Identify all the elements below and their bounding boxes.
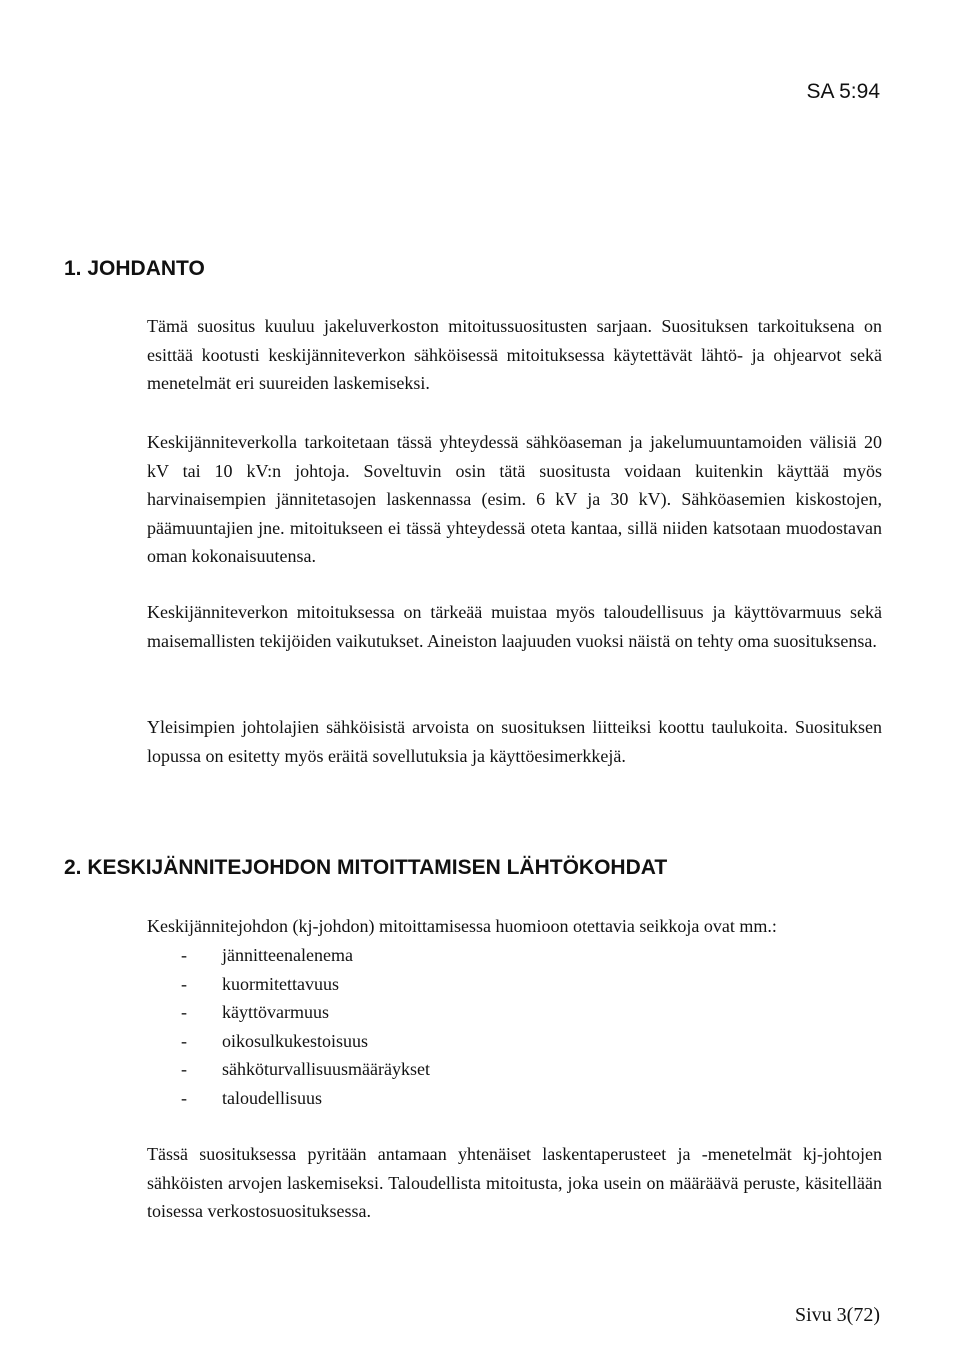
list-item-text: sähköturvallisuusmääräykset: [222, 1059, 430, 1079]
section-1-paragraph-4: Yleisimpien johtolajien sähköisistä arvoista on suosituksen liitteiksi koottu taulukoita. Suosituksen lopussa on esitetty myös eräitä sovellutuksia ja käyttöesimerkkejä.: [147, 717, 882, 766]
section-2-intro: Keskijännitejohdon (kj-johdon) mitoittamisessa huomioon otettavia seikkoja ovat mm.:: [147, 916, 777, 936]
bullet-dash: -: [181, 1059, 187, 1079]
bullet-dash: -: [181, 1087, 187, 1108]
section-2-closing: Tässä suosituksessa pyritään antamaan yhtenäiset laskentaperusteet ja -menetelmät kj-johtojen sähköisten arvojen laskemiseksi. Taloudellista mitoitusta, joka usein on määräävä peruste, käsitellään toisessa verkostosuosituksessa.: [147, 1144, 882, 1221]
list-item-text: oikosulkukestoisuus: [222, 1030, 369, 1051]
list-item: [147, 970, 430, 999]
section-1-paragraph-3: Keskijänniteverkon mitoituksessa on tärkeää muistaa myös taloudellisuus ja käyttövarmuus sekä maisemallisten tekijöiden vaikutukset. Aineiston laajuuden vuoksi näistä on tehty oma suosituksensa.: [147, 602, 882, 651]
list-item: [147, 1055, 430, 1084]
section-1-paragraph-2: Keskijänniteverkolla tarkoitetaan tässä yhteydessä sähköaseman ja jakelumuuntamoiden välisiä 20 kV tai 10 kV:n johtoja. Soveltuvin osin tätä suositusta voidaan kuitenkin käyttää myös harvinaisempien jännitetasojen laskennassa (esim. 6 kV ja 30 kV). Sähköasemien kiskostojen, päämuuntajien jne. mitoitukseen ei tässä yhteydessä oteta kantaa, sillä niiden katsotaan muodostavan oman kokonaisuutensa.: [147, 432, 882, 566]
section-1-paragraph-1: Tämä suositus kuuluu jakeluverkoston mitoitussuositusten sarjaan. Suosituksen tarkoituksena on esittää kootusti keskijänniteverkon sähköisessä mitoituksessa käytettävät lähtö- ja ohjearvot sekä menetelmät eri suureiden laskemiseksi.: [147, 316, 882, 393]
document-code: SA 5:94: [806, 80, 880, 103]
list-item: [147, 941, 430, 970]
bullet-dash: -: [181, 1002, 187, 1022]
considerations-list: [147, 941, 430, 1112]
list-item: [147, 1084, 430, 1113]
section-1-title: 1. JOHDANTO: [64, 257, 205, 280]
list-item: [147, 1027, 430, 1056]
bullet-dash: -: [181, 973, 187, 994]
list-item-text: käyttövarmuus: [222, 1002, 329, 1022]
list-item-text: jännitteenalenema: [222, 945, 353, 965]
bullet-dash: -: [181, 945, 187, 965]
list-item-text: taloudellisuus: [222, 1087, 322, 1108]
bullet-dash: -: [181, 1030, 187, 1051]
list-item-text: kuormitettavuus: [222, 973, 339, 994]
section-2-title: 2. KESKIJÄNNITEJOHDON MITOITTAMISEN LÄHTÖKOHDAT: [64, 856, 668, 879]
list-item: [147, 998, 430, 1027]
page-number: Sivu 3(72): [795, 1304, 880, 1326]
